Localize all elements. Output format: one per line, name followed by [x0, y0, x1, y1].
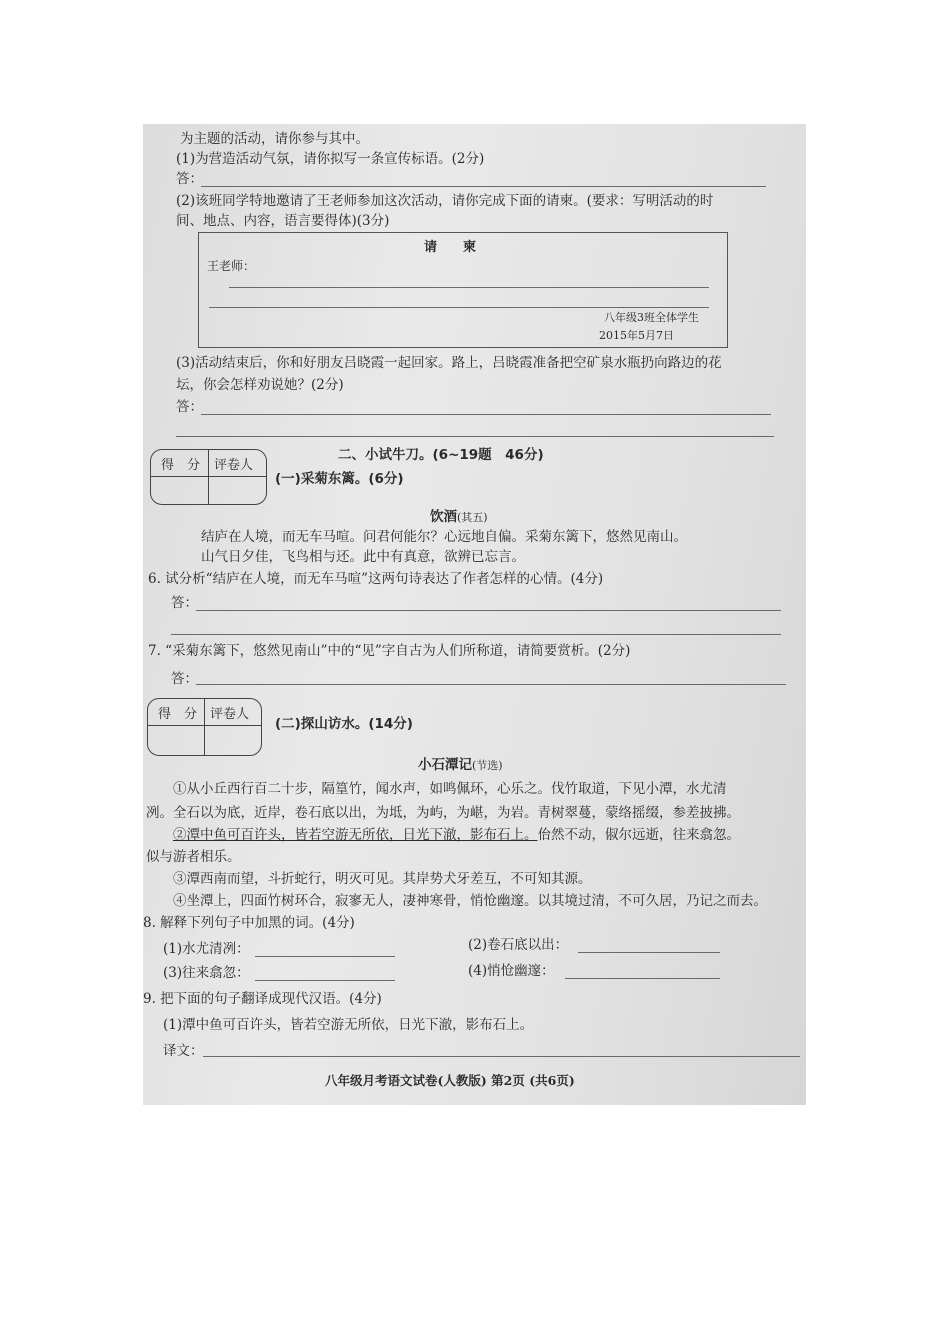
answer-label: 答：	[176, 399, 203, 415]
question-8-item: (2)卷石底以出：	[468, 937, 569, 953]
essay-paragraph-1b: 冽。全石以为底，近岸，卷石底以出，为坻，为屿，为嵁，为岩。青树翠蔓，蒙络摇缀，参差披拂。	[146, 805, 740, 821]
answer-label: 答：	[171, 671, 198, 687]
invitation-signature: 八年级3班全体学生	[604, 311, 699, 324]
question-8: 8. 解释下列句子中加黑的词。(4分)	[143, 915, 355, 931]
answer-line[interactable]	[255, 980, 395, 981]
answer-line[interactable]	[196, 610, 781, 611]
grader-label: 评卷人	[210, 707, 250, 722]
question-8-item: (4)悄怆幽邃：	[468, 963, 555, 979]
invitation-card	[198, 232, 728, 348]
answer-label: 答：	[176, 171, 203, 187]
poem-line-2: 山气日夕佳，飞鸟相与还。此中有真意，欲辨已忘言。	[201, 549, 525, 565]
question-8-item: (1)水尤清冽：	[163, 941, 250, 957]
question-6: 6. 试分析“结庐在人境，而无车马喧”这两句诗表达了作者怎样的心情。(4分)	[148, 571, 604, 587]
invitation-line[interactable]	[209, 307, 709, 308]
answer-line[interactable]	[565, 978, 720, 979]
answer-line[interactable]	[578, 952, 720, 953]
exam-page	[143, 124, 806, 1105]
question-7: 7. “采菊东篱下，悠然见南山”中的“见”字自古为人们所称道，请简要赏析。(2分)	[148, 643, 631, 659]
essay-paragraph-4: ④坐潭上，四面竹树环合，寂寥无人，凄神寒骨，悄怆幽邃。以其境过清，不可久居，乃记之而去。	[173, 893, 767, 909]
score-box	[150, 449, 267, 505]
score-label: 得 分	[161, 458, 201, 473]
grader-label: 评卷人	[214, 458, 254, 473]
answer-line[interactable]	[176, 436, 774, 437]
question-3-line2: 坛，你会怎样劝说她？(2分)	[176, 377, 344, 393]
section-2-part-1: (一)采菊东篱。(6分)	[275, 471, 404, 487]
question-2-line2: 间、地点、内容，语言要得体)(3分)	[176, 213, 390, 229]
translation-label: 译文：	[163, 1043, 204, 1059]
essay-title: 小石潭记(节选)	[418, 757, 503, 773]
answer-line[interactable]	[171, 634, 781, 635]
answer-line[interactable]	[201, 186, 766, 187]
poem-line-1: 结庐在人境，而无车马喧。问君何能尔？心远地自偏。采菊东篱下，悠然见南山。	[201, 529, 687, 545]
invitation-date: 2015年5月7日	[599, 329, 674, 342]
question-9-item-1: (1)潭中鱼可百许头，皆若空游无所依，日光下澈，影布石上。	[163, 1017, 534, 1033]
essay-paragraph-3: ③潭西南而望，斗折蛇行，明灭可见。其岸势犬牙差互，不可知其源。	[173, 871, 592, 887]
question-3-line1: (3)活动结束后，你和好朋友吕晓霞一起回家。路上，吕晓霞准备把空矿泉水瓶扔向路边的花	[176, 355, 722, 371]
essay-paragraph-2a: ②潭中鱼可百许头，皆若空游无所依，日光下澈，影布石上。佁然不动，俶尔远逝，往来翕忽。	[173, 827, 740, 843]
answer-line[interactable]	[203, 1056, 800, 1057]
essay-paragraph-1a: ①从小丘西行百二十步，隔篁竹，闻水声，如鸣佩环，心乐之。伐竹取道，下见小潭，水尤清	[173, 781, 727, 797]
poem-title: 饮酒(其五)	[430, 509, 488, 525]
question-1: (1)为营造活动气氛，请你拟写一条宣传标语。(2分)	[176, 151, 485, 167]
section-2-title: 二、小试牛刀。(6~19题 46分)	[338, 447, 544, 463]
score-label: 得 分	[158, 707, 198, 722]
essay-paragraph-2b: 似与游者相乐。	[146, 849, 241, 865]
intro-line: 为主题的活动，请你参与其中。	[180, 131, 369, 147]
section-2-part-2: (二)探山访水。(14分)	[275, 716, 413, 732]
answer-line[interactable]	[196, 684, 786, 685]
invitation-salutation: 王老师：	[207, 259, 256, 273]
answer-line[interactable]	[201, 414, 771, 415]
question-9: 9. 把下面的句子翻译成现代汉语。(4分)	[143, 991, 382, 1007]
score-box	[147, 698, 262, 756]
answer-label: 答：	[171, 595, 198, 611]
invitation-title: 请 柬	[424, 240, 477, 255]
page-footer: 八年级月考语文试卷(人教版) 第2页 (共6页)	[325, 1073, 575, 1088]
question-8-item: (3)往来翕忽：	[163, 965, 250, 981]
question-2-line1: (2)该班同学特地邀请了王老师参加这次活动，请你完成下面的请柬。(要求：写明活动的时	[176, 193, 714, 209]
invitation-line[interactable]	[229, 287, 709, 288]
answer-line[interactable]	[255, 956, 395, 957]
